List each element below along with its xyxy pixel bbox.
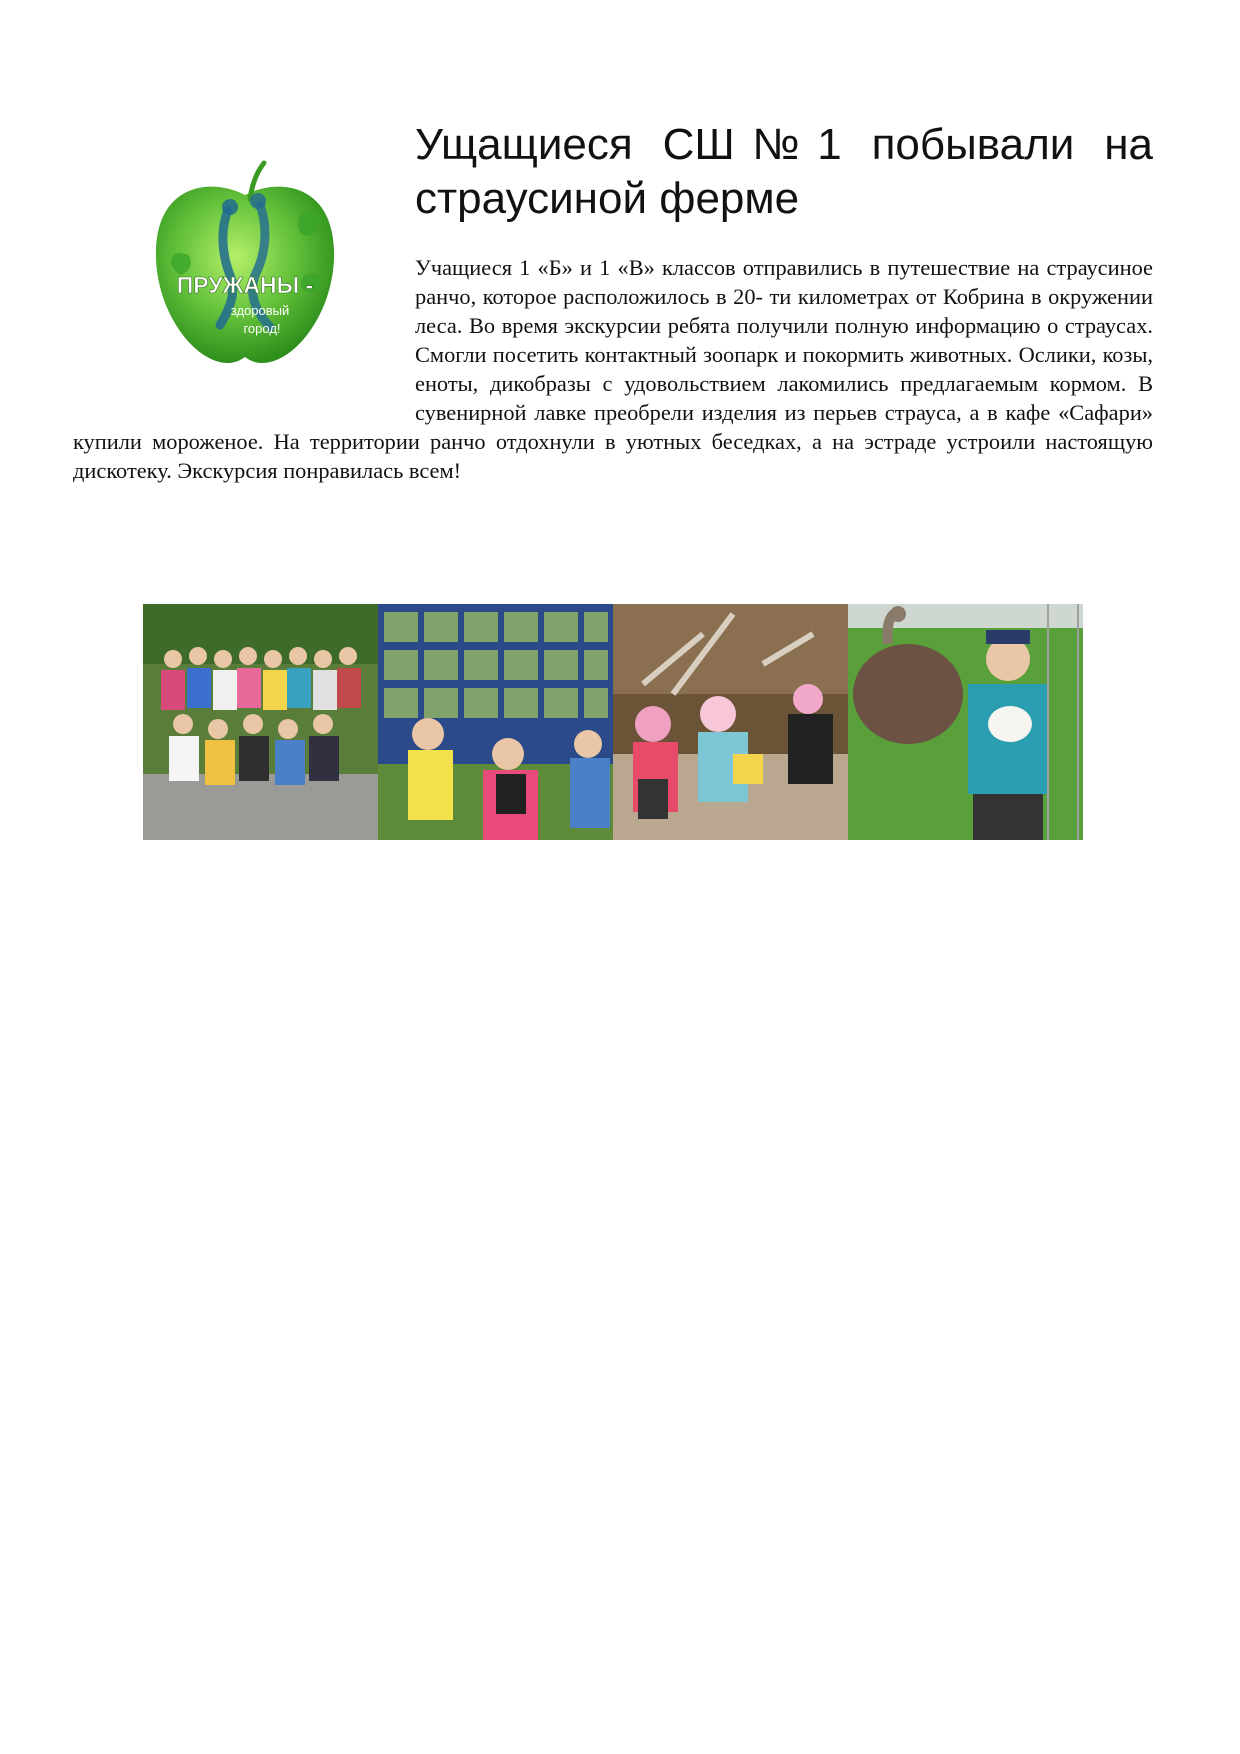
logo-subtitle-text-2: город! <box>243 321 281 336</box>
photo-collage <box>143 604 1083 840</box>
animal-enclosure-photo <box>613 604 848 840</box>
photo-wall-exhibit-photo <box>378 604 613 840</box>
logo-subtitle-text: здоровый <box>230 303 290 318</box>
boy-with-ostrich-egg-photo <box>848 604 1083 840</box>
article-body: Учащиеся 1 «Б» и 1 «В» классов отправились в путешествие на страусиное ранчо, которое расположилось в 20- ти километрах от Кобрина в окружении леса. Во время экскурсии ребята получили полную информацию о страусах. Смогли посетить контактный зоопарк и покормить животных. Ослики, козы, еноты, дикобразы с удовольствием лакомились предлагаемым кормом. В сувенирной лавке преобрели изделия из перьев страуса, а в кафе «Сафари» купили мороженое. На территории ранчо отдохнули в уютных беседках, а на эстраде устроили настоящую дискотеку. Экскурсия понравилась всем! <box>73 255 1153 483</box>
article-body-container <box>73 253 1153 485</box>
logo-title-text: ПРУЖАНЫ - <box>176 272 314 298</box>
group-of-children-photo <box>143 604 378 840</box>
logo-wrap-spacer <box>73 253 415 427</box>
article-title: Ущащиеся СШ№1 побывали на страусиной ферме <box>415 120 1153 223</box>
